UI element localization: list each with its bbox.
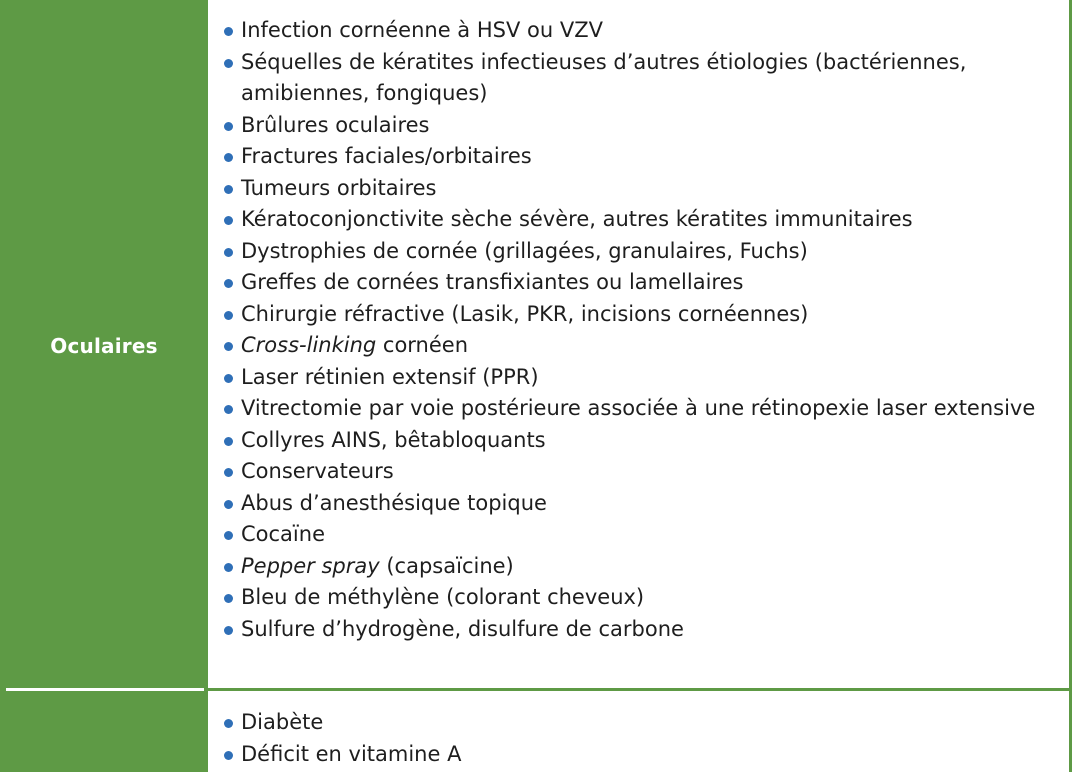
bullet-icon <box>224 342 233 351</box>
item-text: Diabète <box>241 710 324 734</box>
list-item <box>224 110 1054 142</box>
list-item <box>224 582 1054 614</box>
item-text: Collyres AINS, bêtabloquants <box>241 427 546 452</box>
item-text: Bleu de méthylène (colorant cheveux) <box>241 585 645 609</box>
bullet-icon <box>224 594 233 603</box>
item-text: Abus d’anesthésique topique <box>241 490 547 515</box>
bullet-icon <box>224 405 233 414</box>
list-item <box>224 551 1054 583</box>
item-text: Vitrectomie par voie postérieure associée à une rétinopexie laser extensive <box>241 396 1036 420</box>
item-text: (capsaïcine) <box>379 553 514 578</box>
item-text: Séquelles de kératites infectieuses d’autres étiologies (bactériennes, amibiennes, fongiques) <box>241 49 967 105</box>
bullet-icon <box>224 27 233 36</box>
bullet-icon <box>224 374 233 383</box>
systemic-item-list <box>224 707 1054 770</box>
bullet-icon <box>224 153 233 162</box>
item-text: Fractures faciales/orbitaires <box>241 144 532 168</box>
list-item <box>224 236 1054 268</box>
list-item <box>224 707 1054 739</box>
list-item <box>224 330 1054 362</box>
list-item <box>224 47 1054 110</box>
list-item <box>224 425 1054 457</box>
bullet-icon <box>224 216 233 225</box>
list-item <box>224 173 1054 205</box>
item-text: Déficit en vitamine A <box>241 741 462 766</box>
systemic-items-panel <box>208 691 1072 772</box>
bullet-icon <box>224 185 233 194</box>
category-column <box>0 0 208 772</box>
item-text: Tumeurs orbitaires <box>241 175 437 200</box>
item-emphasis: Cross-linking <box>241 333 377 357</box>
list-item <box>224 614 1054 646</box>
item-text: Sulfure d’hydrogène, disulfure de carbone <box>241 616 684 641</box>
bullet-icon <box>224 248 233 257</box>
oculaires-item-list <box>224 15 1054 645</box>
item-text: Conservateurs <box>241 459 394 483</box>
item-text: Greffes de cornées transfixiantes ou lamellaires <box>241 270 744 294</box>
bullet-icon <box>224 311 233 320</box>
item-text: Laser rétinien extensif (PPR) <box>241 364 539 389</box>
item-text: Chirurgie réfractive (Lasik, PKR, incisions cornéennes) <box>241 301 809 326</box>
item-text: Infection cornéenne à HSV ou VZV <box>241 18 603 42</box>
list-item <box>224 267 1054 299</box>
list-item <box>224 299 1054 331</box>
bullet-icon <box>224 279 233 288</box>
list-item <box>224 739 1054 771</box>
item-text: Brûlures oculaires <box>241 112 430 137</box>
bullet-icon <box>224 59 233 68</box>
list-item <box>224 15 1054 47</box>
item-text: Cocaïne <box>241 522 325 546</box>
list-item <box>224 204 1054 236</box>
list-item <box>224 519 1054 551</box>
list-item <box>224 456 1054 488</box>
oculaires-items-panel <box>208 0 1072 688</box>
list-item <box>224 362 1054 394</box>
item-text: Dystrophies de cornée (grillagées, granulaires, Fuchs) <box>241 238 808 263</box>
bullet-icon <box>224 122 233 131</box>
bullet-icon <box>224 563 233 572</box>
bullet-icon <box>224 531 233 540</box>
list-item <box>224 393 1054 425</box>
item-text: Kératoconjonctivite sèche sévère, autres kératites immunitaires <box>241 207 913 231</box>
bullet-icon <box>224 626 233 635</box>
bullet-icon <box>224 500 233 509</box>
bullet-icon <box>224 468 233 477</box>
bullet-icon <box>224 437 233 446</box>
item-emphasis: Pepper spray <box>241 553 380 578</box>
bullet-icon <box>224 751 233 760</box>
list-item <box>224 488 1054 520</box>
list-item <box>224 141 1054 173</box>
bullet-icon <box>224 719 233 728</box>
category-row-divider <box>6 688 204 691</box>
item-text: cornéen <box>376 333 469 357</box>
category-label-oculaires: Oculaires <box>50 334 158 358</box>
